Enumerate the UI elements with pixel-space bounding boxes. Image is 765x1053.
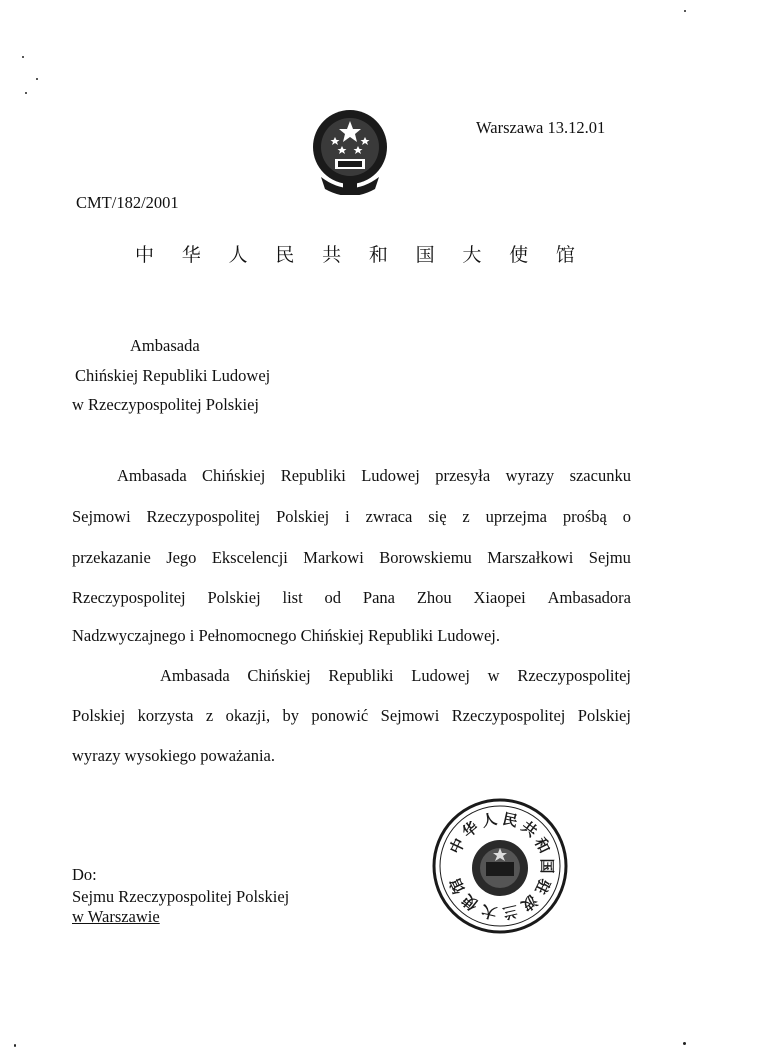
word: Marszałkowi: [487, 548, 574, 567]
title-char: 共: [322, 244, 342, 266]
recipient-label: Do:: [72, 865, 97, 884]
recipient-name: Sejmu Rzeczypospolitej Polskiej: [72, 887, 290, 906]
seal-char: 华: [458, 817, 482, 842]
seal-char: 民: [500, 809, 520, 831]
word: Jego: [166, 548, 197, 567]
paragraph-line: [117, 466, 631, 486]
paragraph-line: Nadzwyczajnego i Pełnomocnego Chińskiej Republiki Ludowej.: [72, 626, 500, 645]
word: Polskiej: [276, 507, 330, 526]
word: od: [324, 588, 342, 607]
word: korzysta: [137, 706, 194, 725]
title-char: 和: [368, 244, 388, 266]
word: Polskiej: [72, 706, 126, 725]
word: uprzejma: [485, 507, 547, 526]
seal-char: 馆: [446, 875, 469, 897]
paragraph-line: wyrazy wysokiego poważania.: [72, 746, 275, 765]
scan-speck: [22, 56, 24, 58]
embassy-seal-stamp: [430, 796, 570, 936]
word: Ambasada: [117, 466, 187, 485]
word: Markowi: [303, 548, 364, 567]
title-char: 华: [181, 244, 201, 266]
word: Polskiej: [577, 706, 631, 725]
recipient-city: w Warszawie: [72, 907, 160, 926]
seal-char: 人: [479, 809, 499, 831]
word: szacunku: [569, 466, 631, 485]
title-char: 人: [228, 244, 248, 266]
scan-speck: [14, 1044, 16, 1047]
word: Rzeczypospolitej: [451, 706, 566, 725]
seal-char: 和: [530, 834, 554, 857]
seal-char: 波: [517, 891, 541, 915]
word: Chińskiej: [247, 666, 311, 685]
word: Rzeczypospolitej: [517, 666, 631, 685]
word: Ekscelencji: [211, 548, 288, 567]
word: Rzeczypospolitej: [72, 588, 186, 607]
paragraph-line: [72, 588, 631, 608]
sender-address-line: w Rzeczypospolitej Polskiej: [72, 395, 259, 414]
word: z: [205, 706, 214, 725]
title-char: 民: [275, 244, 295, 266]
word: i: [345, 507, 350, 526]
word: Ambasadora: [547, 588, 631, 607]
word: Republiki: [328, 666, 394, 685]
title-char: 使: [509, 244, 529, 266]
word: by: [282, 706, 299, 725]
word: Pana: [362, 588, 395, 607]
seal-char: 使: [458, 890, 482, 915]
seal-char: 大: [479, 901, 499, 923]
title-char: 馆: [555, 244, 575, 266]
paragraph-line: [72, 706, 631, 726]
reference-number: CMT/182/2001: [76, 193, 179, 212]
word: Borowskiemu: [379, 548, 472, 567]
word: Zhou: [416, 588, 452, 607]
scan-speck: [683, 1042, 686, 1045]
word: zwraca: [365, 507, 413, 526]
seal-char: 中: [446, 835, 469, 857]
word: Sejmowi: [380, 706, 440, 725]
word: wyrazy: [505, 466, 555, 485]
seal-char: 兰: [500, 901, 520, 923]
scan-speck: [684, 10, 686, 12]
seal-char: 驻: [530, 875, 554, 898]
paragraph-line: [160, 666, 631, 686]
word: z: [462, 507, 470, 526]
word: list: [282, 588, 303, 607]
title-char: 国: [415, 244, 435, 266]
word: Polskiej: [207, 588, 261, 607]
word: Sejmowi: [72, 507, 131, 526]
word: Ambasada: [160, 666, 230, 685]
word: okazji,: [225, 706, 271, 725]
word: przekazanie: [72, 548, 151, 567]
embassy-chinese-title: [135, 240, 575, 267]
word: Xiaopei: [473, 588, 526, 607]
sender-address-line: Chińskiej Republiki Ludowej: [75, 366, 271, 385]
word: Republiki: [280, 466, 346, 485]
title-char: 大: [462, 244, 482, 266]
word: Rzeczypospolitej: [146, 507, 261, 526]
word: się: [428, 507, 447, 526]
scan-speck: [25, 92, 27, 94]
word: Chińskiej: [202, 466, 266, 485]
word: w: [487, 666, 500, 685]
letter-date: Warszawa 13.12.01: [476, 118, 606, 137]
word: Sejmu: [588, 548, 631, 567]
word: o: [622, 507, 631, 526]
sender-address-line: Ambasada: [130, 336, 200, 355]
seal-char: 国: [538, 858, 556, 874]
scan-speck: [36, 78, 38, 80]
seal-char: 共: [517, 817, 541, 841]
word: Ludowej: [361, 466, 420, 485]
word: prośbą: [562, 507, 607, 526]
paragraph-line: [72, 548, 631, 568]
title-char: 中: [135, 244, 155, 266]
word: Ludowej: [411, 666, 470, 685]
word: ponowić: [311, 706, 369, 725]
paragraph-line: [72, 507, 631, 527]
word: przesyła: [435, 466, 491, 485]
national-emblem-icon: [307, 107, 393, 195]
